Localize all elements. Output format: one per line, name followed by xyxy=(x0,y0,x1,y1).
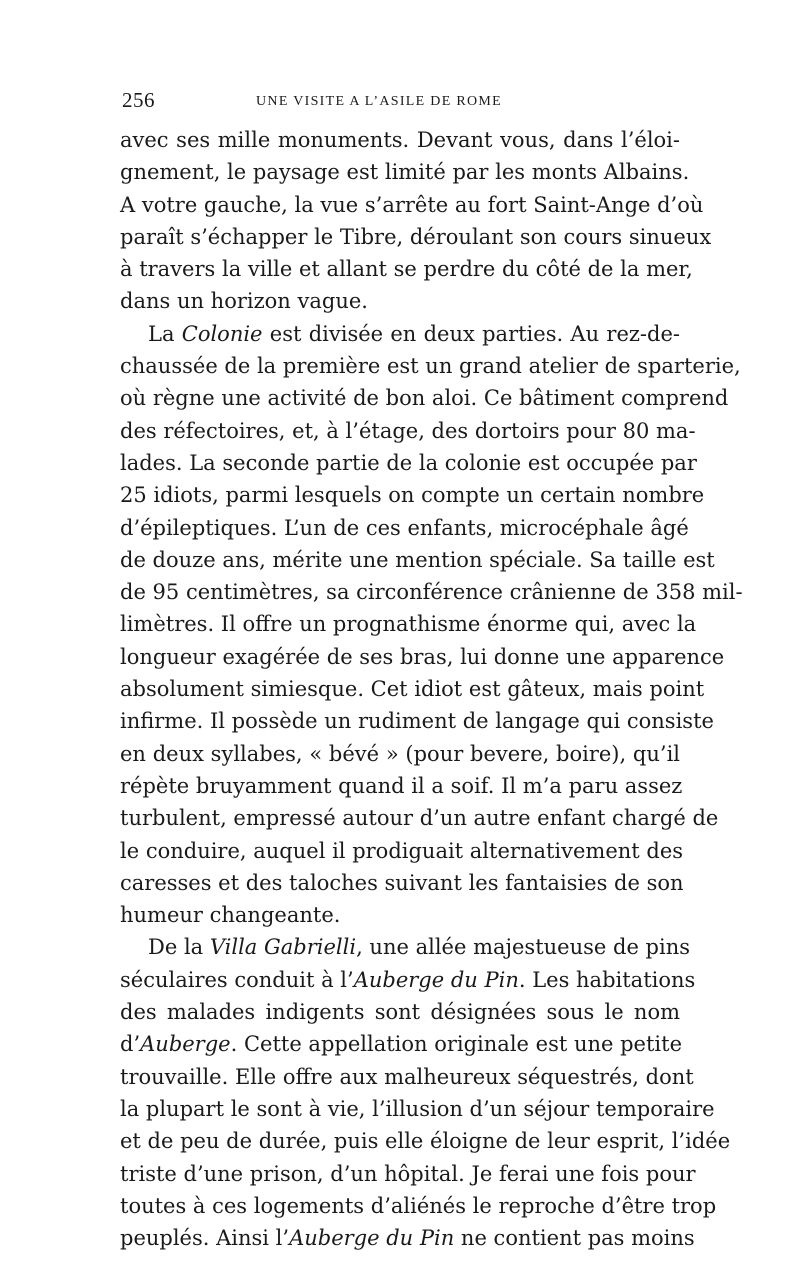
text-line-3: A votre gauche, la vue s’arrête au fort Saint-Ange d’où xyxy=(120,192,704,217)
book-page xyxy=(120,0,743,1270)
text-line-29: d’Auberge. Cette appellation originale est une petite xyxy=(120,1032,683,1057)
running-title: UNE VISITE A L’ASILE DE ROME xyxy=(256,94,503,109)
running-head xyxy=(120,88,680,112)
text-line-7: La Colonie est divisée en deux parties. Au rez-de- xyxy=(148,321,680,346)
text-line-28: des malades indigents sont désignées sous le nom xyxy=(120,1000,680,1025)
text-line-25: humeur changeante. xyxy=(120,903,341,928)
text-line-21: répète bruyamment quand il a soif. Il m’a paru assez xyxy=(120,773,683,798)
text-line-35: peuplés. Ainsi l’Auberge du Pin ne contient pas moins xyxy=(120,1226,695,1251)
text-line-30: trouvaille. Elle offre aux malheureux séquestrés, dont xyxy=(120,1064,694,1089)
text-line-31: la plupart le sont à vie, l’illusion d’un séjour temporaire xyxy=(120,1096,715,1121)
text-line-27: séculaires conduit à l’Auberge du Pin. Les habitations xyxy=(120,967,696,992)
text-line-9: où règne une activité de bon aloi. Ce bâtiment comprend xyxy=(120,386,729,411)
text-line-24: caresses et des taloches suivant les fantaisies de son xyxy=(120,870,684,895)
text-line-11: lades. La seconde partie de la colonie est occupée par xyxy=(120,450,697,475)
text-line-20: en deux syllabes, « bévé » (pour bevere, boire), qu’il xyxy=(120,741,680,766)
text-line-26: De la Villa Gabrielli, une allée majestueuse de pins xyxy=(148,935,691,960)
text-line-16: limètres. Il offre un prognathisme énorme qui, avec la xyxy=(120,612,697,637)
text-line-32: et de peu de durée, puis elle éloigne de leur esprit, l’idée xyxy=(120,1129,731,1154)
text-line-34: toutes à ces logements d’aliénés le reproche d’être trop xyxy=(120,1193,717,1218)
text-line-12: 25 idiots, parmi lesquels on compte un certain nombre xyxy=(120,483,705,508)
text-line-22: turbulent, empressé autour d’un autre enfant chargé de xyxy=(120,806,719,831)
text-line-23: le conduire, auquel il prodiguait alternativement des xyxy=(120,838,684,863)
text-line-33: triste d’une prison, d’un hôpital. Je ferai une fois pour xyxy=(120,1161,696,1186)
text-line-2: gnement, le paysage est limité par les monts Albains. xyxy=(120,160,690,185)
text-line-19: infirme. Il possède un rudiment de langage qui consiste xyxy=(120,709,714,734)
text-line-6: dans un horizon vague. xyxy=(120,289,368,314)
text-line-17: longueur exagérée de ses bras, lui donne une apparence xyxy=(120,644,725,669)
page-number: 256 xyxy=(122,88,155,112)
text-line-10: des réfectoires, et, à l’étage, des dortoirs pour 80 ma- xyxy=(120,418,696,443)
text-line-14: de douze ans, mérite une mention spéciale. Sa taille est xyxy=(120,547,715,572)
body-text xyxy=(120,124,743,1254)
text-line-18: absolument simiesque. Cet idiot est gâteux, mais point xyxy=(120,677,705,702)
text-line-8: chaussée de la première est un grand atelier de sparterie, xyxy=(120,354,741,379)
text-line-4: paraît s’échapper le Tibre, déroulant son cours sinueux xyxy=(120,224,712,249)
text-line-13: d’épileptiques. L’un de ces enfants, microcéphale âgé xyxy=(120,515,689,540)
text-line-5: à travers la ville et allant se perdre du côté de la mer, xyxy=(120,257,693,282)
text-line-15: de 95 centimètres, sa circonférence crânienne de 358 mil- xyxy=(120,580,743,605)
text-line-1: avec ses mille monuments. Devant vous, dans l’éloi- xyxy=(120,128,680,152)
